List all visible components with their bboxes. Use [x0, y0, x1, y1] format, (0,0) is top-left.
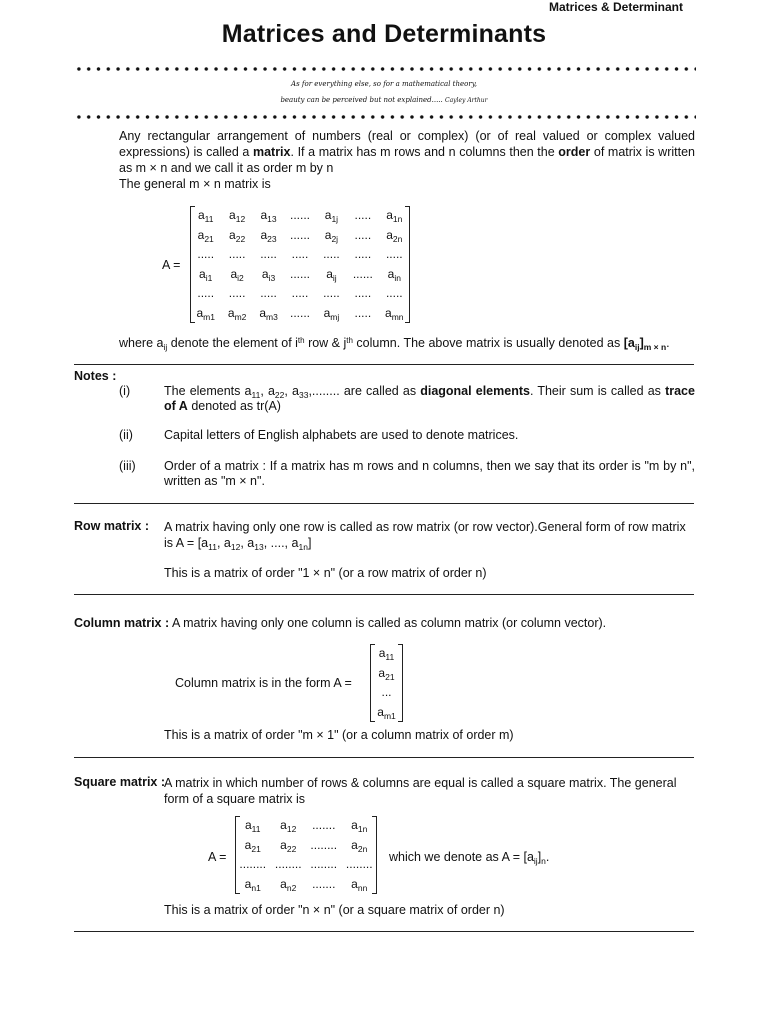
general-matrix-cell: ..... — [228, 247, 246, 261]
general-matrix-cell: ..... — [260, 286, 277, 300]
square-matrix-cell: $a_{21}$ — [244, 837, 261, 854]
general-matrix-cell: $a_{mn}$ — [385, 305, 404, 322]
general-matrix-cell: $a_{1j}$ — [324, 208, 339, 224]
general-matrix-cell: $a_{i1}$ — [199, 266, 213, 283]
quote-author: Cayley Arthur — [445, 97, 488, 104]
column-matrix-cell: $a_{11}$ — [378, 646, 395, 662]
general-matrix-cell: ..... — [385, 286, 403, 300]
dotted-divider-bottom — [74, 115, 696, 119]
general-matrix-cell: $a_{23}$ — [260, 227, 277, 244]
column-matrix — [370, 644, 403, 722]
general-matrix-cell: ...... — [289, 305, 310, 320]
general-matrix-cell: $a_{i3}$ — [261, 266, 276, 283]
general-matrix-cell: ..... — [354, 305, 372, 320]
general-matrix-cell: $a_{in}$ — [387, 266, 401, 283]
column-matrix-text: A matrix having only one column is called as column matrix (or column vector). — [171, 616, 607, 630]
section-rule-4 — [74, 757, 694, 758]
square-matrix-definition: A matrix in which number of rows & columns are equal is called a square matrix. The general form of a square matrix is — [164, 776, 677, 806]
general-matrix-cell: $a_{11}$ — [197, 208, 214, 224]
square-matrix-order: This is a matrix of order "n × n" (or a square matrix of order n) — [164, 903, 505, 917]
general-matrix-cell: ..... — [385, 247, 403, 261]
intro-text-1: Any rectangular arrangement of numbers (real or complex) (or of real valued or complex valued expressions) is called a — [119, 129, 695, 159]
element-definition: where $a_{ij}$ denote the element of $i^{th}$ row & $j^{th}$ column. The above matrix is usually denoted as $[a_{ij}]_{m \times n}$. — [119, 336, 670, 352]
note-3-text: Order of a matrix : If a matrix has m rows and n columns, then we say that its order is "m by n", written as "m × n". — [164, 459, 695, 488]
general-matrix-cell: ..... — [291, 286, 309, 300]
general-matrix-cell: $a_{13}$ — [260, 208, 277, 224]
general-matrix-cell: ...... — [289, 266, 310, 281]
general-matrix-cell: ..... — [197, 286, 215, 300]
row-matrix-label: Row matrix : — [74, 519, 150, 533]
general-matrix-cell: $a_{2n}$ — [386, 227, 403, 244]
note-3-number: (iii) — [119, 459, 136, 473]
column-matrix-form: Column matrix is in the form A = — [175, 676, 352, 690]
square-matrix-cell: $a_{11}$ — [244, 818, 261, 834]
column-matrix-cell: $a_{m1}$ — [377, 704, 396, 721]
square-matrix-label-A: A = — [208, 850, 227, 864]
general-matrix-cell: ...... — [289, 208, 310, 222]
general-matrix-cell: $a_{2j}$ — [324, 227, 339, 244]
quote-line-2 — [0, 96, 768, 104]
column-matrix-definition — [74, 616, 606, 630]
square-matrix-cell: $a_{2n}$ — [351, 837, 368, 854]
note-2-number: (ii) — [119, 428, 133, 442]
square-matrix-cell: $a_{12}$ — [280, 818, 297, 834]
general-matrix-cell: $a_{22}$ — [229, 227, 246, 244]
general-matrix-cell: ..... — [323, 247, 340, 261]
general-matrix-cell: ..... — [354, 208, 372, 222]
general-matrix-label: A = — [162, 258, 181, 272]
square-matrix-cell: ........ — [239, 857, 267, 871]
note-1-number: (i) — [119, 384, 131, 398]
square-matrix-cell: ........ — [310, 837, 338, 852]
square-matrix-cell: $a_{1n}$ — [351, 818, 368, 834]
column-matrix-order: This is a matrix of order "m × 1" (or a column matrix of order m) — [164, 728, 514, 742]
term-order: order — [558, 145, 591, 159]
square-matrix-denote: which we denote as $A = [a_{ij}]_n$. — [389, 850, 550, 866]
quote-line-1: As for everything else, so for a mathematical theory, — [291, 80, 477, 88]
square-matrix-cell: ....... — [312, 876, 336, 891]
intro-text-3: of matrix is written as m × n and we call it as order m by n — [119, 145, 696, 175]
general-matrix-cell: ..... — [291, 247, 309, 261]
general-matrix-cell: ..... — [260, 247, 277, 261]
intro-text-2: . If a matrix has m rows and n columns then the — [290, 145, 559, 159]
intro-paragraph — [119, 128, 695, 192]
row-matrix-definition: A matrix having only one row is called as row matrix (or row vector).General form of row matrix is $A = [a_{11}$, $a_{12}$, $a_{13}$, ...., $a_{1n}$] — [164, 520, 686, 552]
section-rule-2 — [74, 503, 694, 504]
quote-text: beauty can be perceived but not explained..... — [280, 96, 443, 104]
general-matrix-cell: $a_{21}$ — [197, 227, 214, 244]
general-matrix-cell: $a_{1n}$ — [386, 208, 403, 224]
general-matrix — [190, 206, 410, 323]
general-matrix-cell: $a_{m2}$ — [227, 305, 247, 322]
square-matrix-label: Square matrix : — [74, 775, 166, 789]
section-rule-3 — [74, 594, 694, 595]
note-1-text: The elements $a_{11}$, $a_{22}$, $a_{33}$,........ are called as diagonal elements. Their sum is called as trace of A denoted as tr(A) — [164, 384, 695, 413]
square-matrix-cell: $a_{22}$ — [280, 837, 297, 854]
general-matrix-cell: $a_{12}$ — [229, 208, 246, 224]
square-matrix-cell: ........ — [274, 857, 302, 871]
square-matrix-cell: $a_{nn}$ — [351, 876, 368, 893]
general-matrix-cell: ...... — [352, 266, 373, 281]
general-matrix-cell: $a_{i2}$ — [230, 266, 244, 283]
notes-label: Notes : — [74, 369, 117, 383]
general-matrix-cell: $a_{m3}$ — [259, 305, 278, 322]
column-matrix-label: Column matrix : — [74, 616, 170, 630]
general-matrix-cell: $a_{ij}$ — [326, 266, 337, 283]
general-matrix-cell: $a_{m1}$ — [196, 305, 215, 322]
section-rule-1 — [74, 364, 694, 365]
square-matrix-cell: ....... — [312, 818, 336, 832]
square-matrix-cell: $a_{n1}$ — [244, 876, 261, 893]
square-matrix-cell: ........ — [310, 857, 338, 871]
general-matrix-cell: ..... — [197, 247, 215, 261]
row-matrix-order: This is a matrix of order "1 × n" (or a row matrix of order n) — [164, 566, 487, 580]
square-matrix-cell: $a_{n2}$ — [280, 876, 297, 893]
general-matrix-cell: ..... — [354, 247, 372, 261]
general-matrix-cell: ..... — [228, 286, 246, 300]
column-matrix-cell: $a_{21}$ — [378, 665, 395, 682]
page-title: Matrices and Determinants — [221, 20, 547, 48]
running-header: Matrices & Determinant — [548, 0, 683, 14]
square-matrix — [235, 816, 377, 894]
general-matrix-cell: ..... — [323, 286, 340, 300]
section-rule-5 — [74, 931, 694, 932]
general-matrix-cell: ..... — [354, 227, 372, 242]
general-matrix-cell: ..... — [354, 286, 372, 300]
square-matrix-cell: ........ — [345, 857, 373, 871]
general-matrix-cell: ...... — [289, 227, 310, 242]
general-matrix-caption: The general m × n matrix is — [119, 177, 271, 191]
term-matrix: matrix — [252, 145, 291, 159]
column-matrix-cell: ... — [381, 685, 392, 699]
dotted-divider-top — [74, 67, 696, 71]
note-2-text: Capital letters of English alphabets are used to denote matrices. — [164, 428, 519, 442]
general-matrix-cell: $a_{mj}$ — [323, 305, 340, 322]
